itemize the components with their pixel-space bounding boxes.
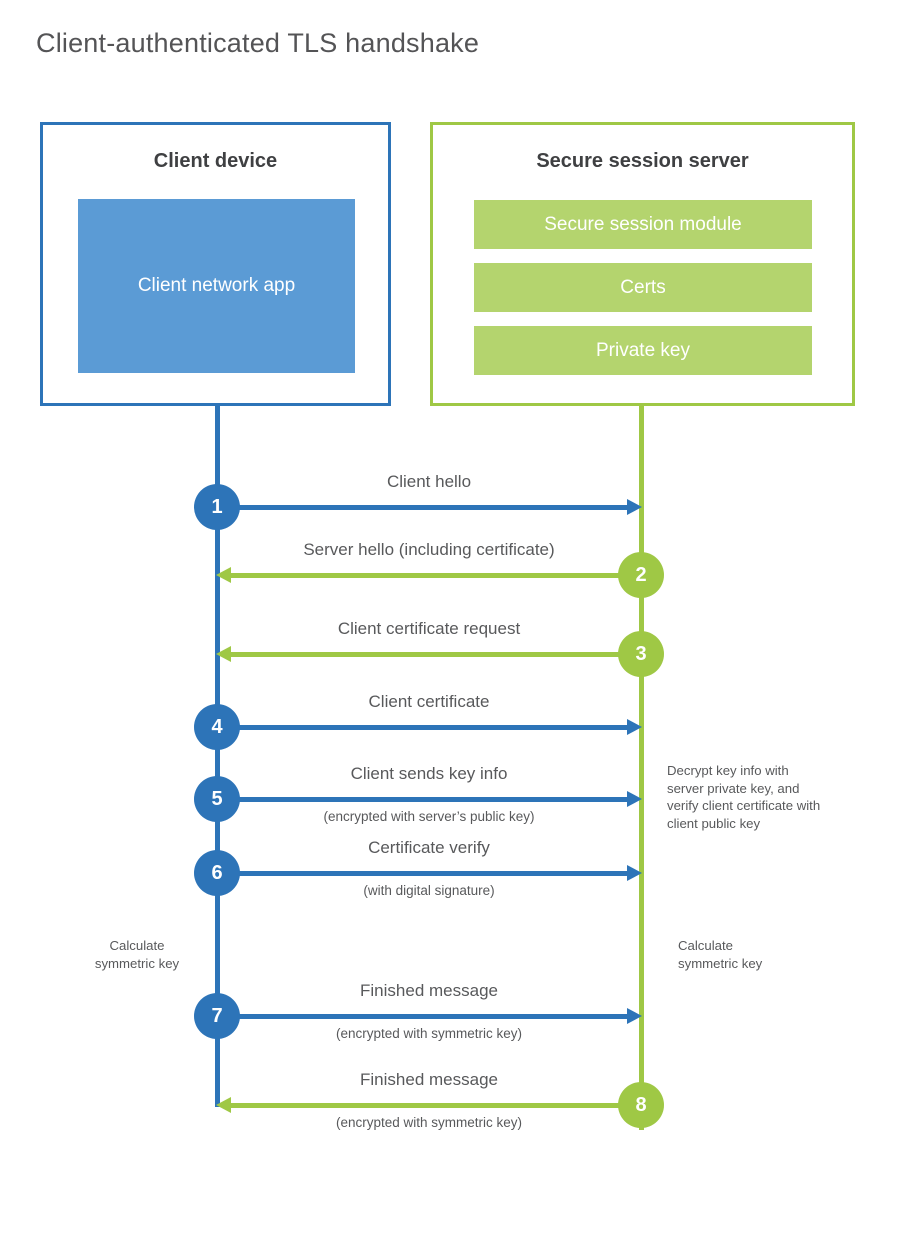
client-device-title: Client device [153, 150, 278, 172]
step-3-label: Client certificate request [337, 619, 521, 638]
step-4-label: Client certificate [368, 692, 490, 711]
page-title: Client-authenticated TLS handshake [36, 28, 480, 58]
client-network-app-box [78, 199, 355, 373]
arrow-left-icon [216, 1097, 231, 1113]
step-8-number-badge: 8 [618, 1082, 664, 1128]
arrow-right-icon [627, 791, 642, 807]
arrow-right-icon [627, 499, 642, 515]
server-module-private-key: Private key [474, 326, 812, 375]
step-6-number-badge: 6 [194, 850, 240, 896]
note-decrypt-key-info: Decrypt key info with server private key, and verify client certificate with client public key [667, 763, 821, 831]
arrow-right-icon [627, 719, 642, 735]
step-5-number-badge: 5 [194, 776, 240, 822]
step-4-arrow-line [217, 725, 629, 730]
step-8-sublabel: (encrypted with symmetric key) [335, 1115, 523, 1130]
step-1-number-badge: 1 [194, 484, 240, 530]
step-4-number-badge: 4 [194, 704, 240, 750]
step-5-label: Client sends key info [350, 764, 508, 783]
step-8-arrow-line [229, 1103, 641, 1108]
step-7-number-badge: 7 [194, 993, 240, 1039]
step-2-label: Server hello (including certificate) [303, 540, 555, 559]
step-5-sublabel: (encrypted with server’s public key) [323, 809, 535, 824]
step-7-arrow-line [217, 1014, 629, 1019]
step-3-number-badge: 3 [618, 631, 664, 677]
step-8-label: Finished message [360, 1070, 498, 1089]
arrow-right-icon [627, 1008, 642, 1024]
step-6-arrow-line [217, 871, 629, 876]
step-7-label: Finished message [360, 981, 498, 1000]
secure-session-server-box [430, 122, 855, 406]
note-calculate-symmetric-key-server: Calculate symmetric key [678, 938, 763, 971]
arrow-left-icon [216, 567, 231, 583]
server-module-certs: Certs [474, 263, 812, 312]
step-7-sublabel: (encrypted with symmetric key) [335, 1026, 523, 1041]
arrow-left-icon [216, 646, 231, 662]
step-5-arrow-line [217, 797, 629, 802]
step-6-sublabel: (with digital signature) [363, 883, 495, 898]
secure-session-server-title: Secure session server [536, 150, 749, 172]
client-network-app-label: Client network app [137, 275, 296, 297]
arrow-right-icon [627, 865, 642, 881]
step-2-number-badge: 2 [618, 552, 664, 598]
client-device-box [40, 122, 391, 406]
step-3-arrow-line [229, 652, 641, 657]
step-1-label: Client hello [386, 472, 472, 491]
note-calculate-symmetric-key-client: Calculate symmetric key [94, 938, 180, 971]
step-1-arrow-line [217, 505, 629, 510]
server-module-secure-session-module: Secure session module [474, 200, 812, 249]
step-2-arrow-line [229, 573, 641, 578]
step-6-label: Certificate verify [368, 838, 490, 857]
